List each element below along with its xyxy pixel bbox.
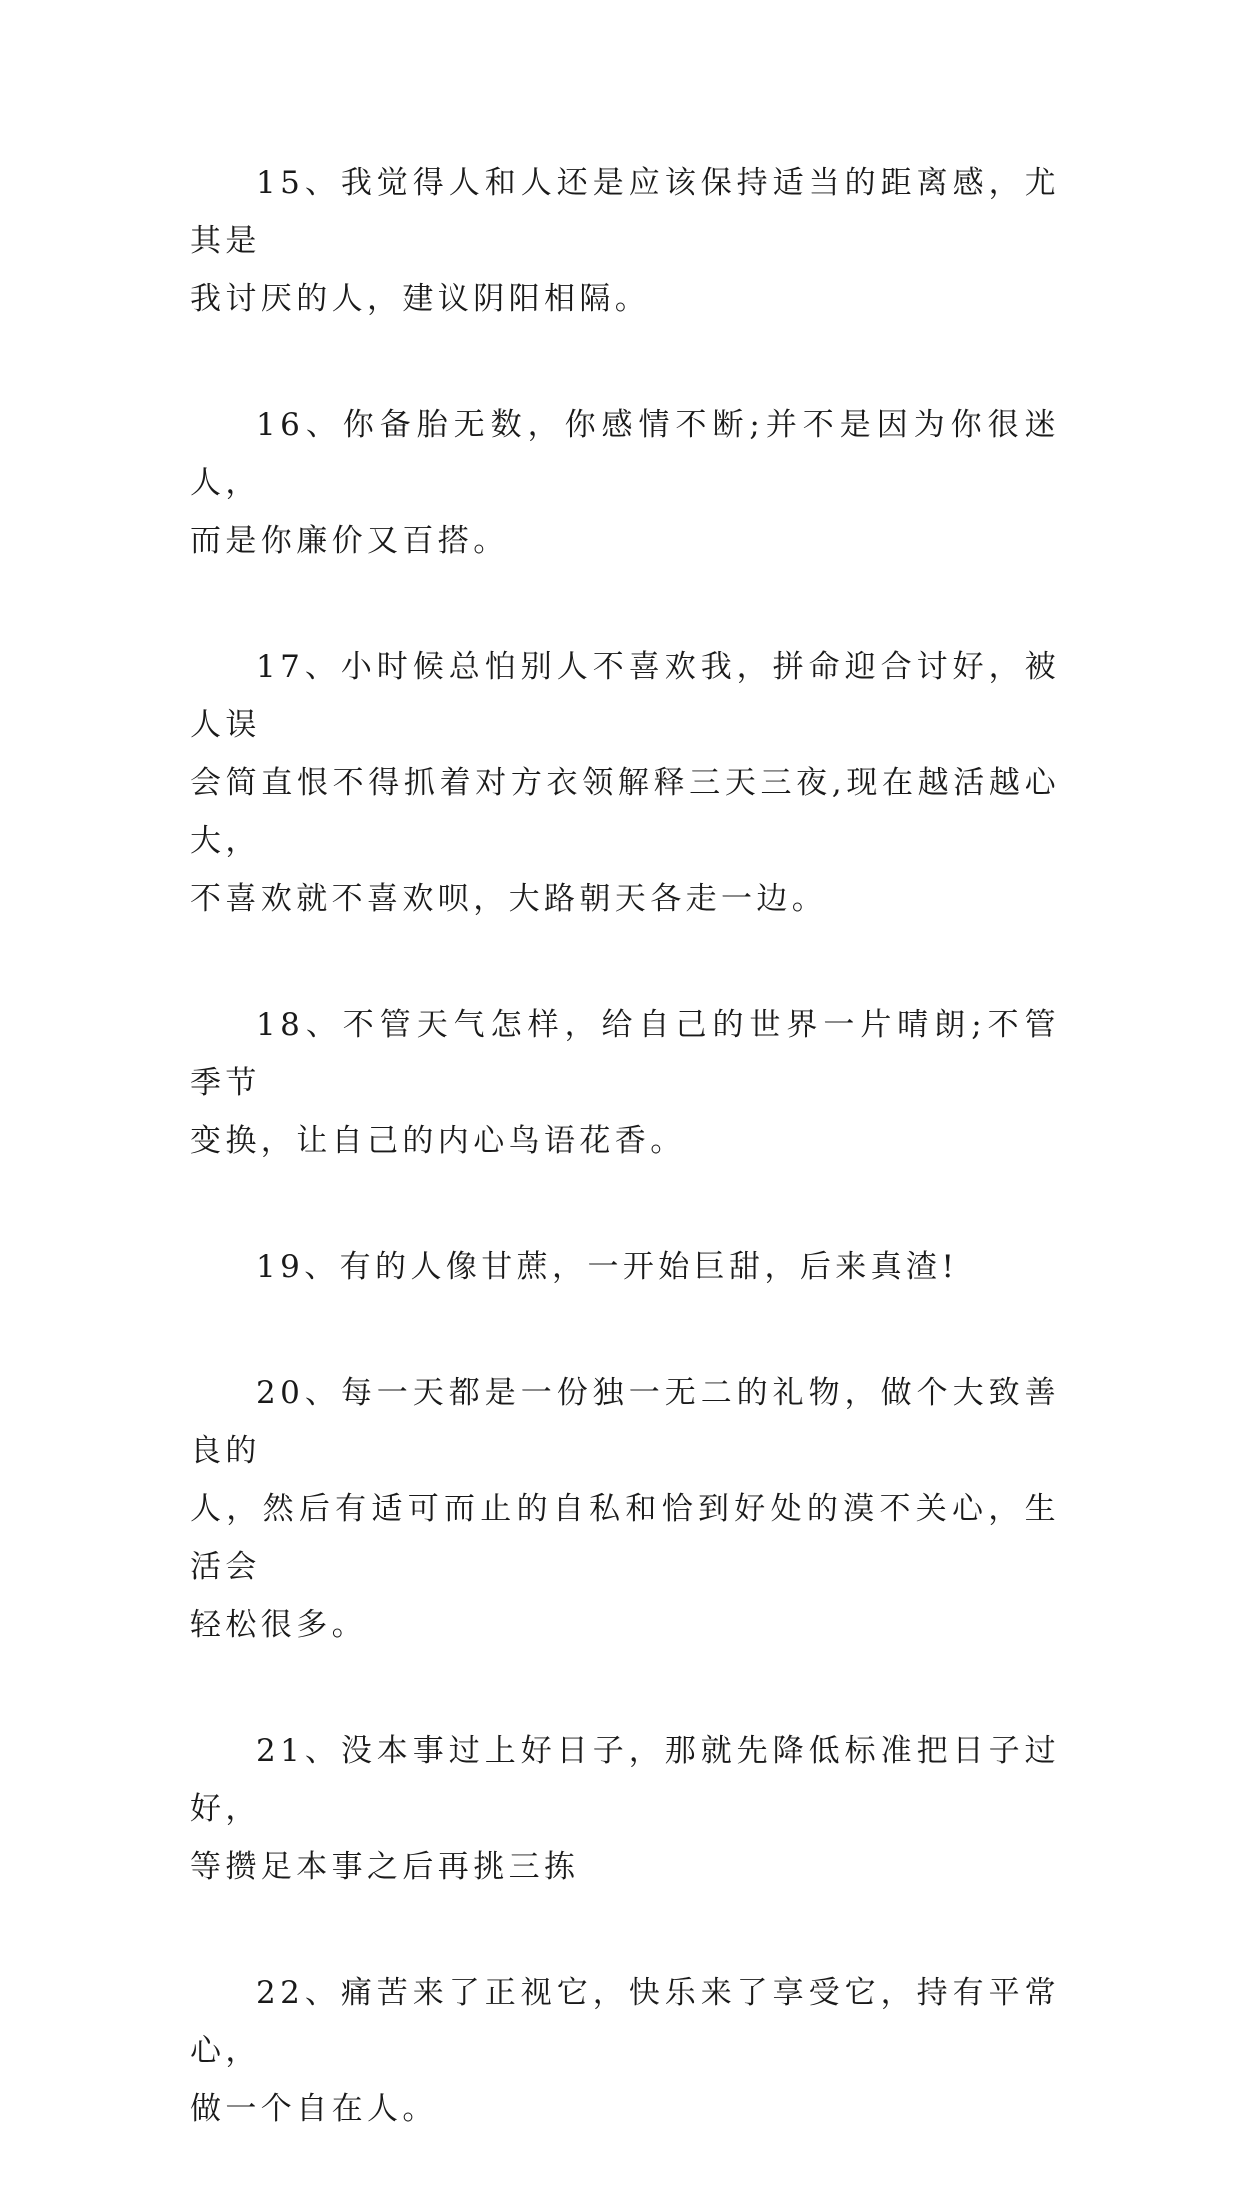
paragraph-19 xyxy=(190,1238,1060,1296)
paragraph-17 xyxy=(190,638,1060,928)
paragraph-line: 我讨厌的人，建议阴阳相隔。 xyxy=(190,281,651,317)
paragraph-line: 而是你廉价又百搭。 xyxy=(190,523,509,559)
paragraph-line: 等攒足本事之后再挑三拣 xyxy=(190,1849,580,1885)
paragraph-line: 18、不管天气怎样，给自己的世界一片晴朗;不管季节 xyxy=(190,1007,1060,1101)
paragraph-16 xyxy=(190,396,1060,570)
paragraph-line: 会简直恨不得抓着对方衣领解释三天三夜,现在越活越心大， xyxy=(190,765,1060,859)
paragraph-20 xyxy=(190,1364,1060,1654)
paragraph-line: 轻松很多。 xyxy=(190,1607,367,1643)
paragraph-18 xyxy=(190,996,1060,1170)
paragraph-line: 16、你备胎无数，你感情不断;并不是因为你很迷人， xyxy=(190,407,1060,501)
paragraph-line: 不喜欢就不喜欢呗，大路朝天各走一边。 xyxy=(190,881,828,917)
paragraph-line: 22、痛苦来了正视它，快乐来了享受它，持有平常心， xyxy=(190,1975,1060,2069)
paragraph-line: 21、没本事过上好日子，那就先降低标准把日子过好， xyxy=(190,1733,1060,1827)
paragraph-22 xyxy=(190,1964,1060,2138)
paragraph-line: 15、我觉得人和人还是应该保持适当的距离感，尤其是 xyxy=(190,165,1060,259)
paragraph-15 xyxy=(190,154,1060,328)
paragraph-line: 20、每一天都是一份独一无二的礼物，做个大致善良的 xyxy=(190,1375,1060,1469)
paragraph-line: 17、小时候总怕别人不喜欢我，拼命迎合讨好，被人误 xyxy=(190,649,1060,743)
paragraph-line: 做一个自在人。 xyxy=(190,2091,438,2127)
paragraph-line: 19、有的人像甘蔗，一开始巨甜，后来真渣! xyxy=(256,1249,959,1285)
paragraph-line: 变换，让自己的内心鸟语花香。 xyxy=(190,1123,686,1159)
paragraph-line: 人，然后有适可而止的自私和恰到好处的漠不关心，生活会 xyxy=(190,1491,1060,1585)
paragraph-21 xyxy=(190,1722,1060,1896)
document-body xyxy=(190,154,1060,2206)
